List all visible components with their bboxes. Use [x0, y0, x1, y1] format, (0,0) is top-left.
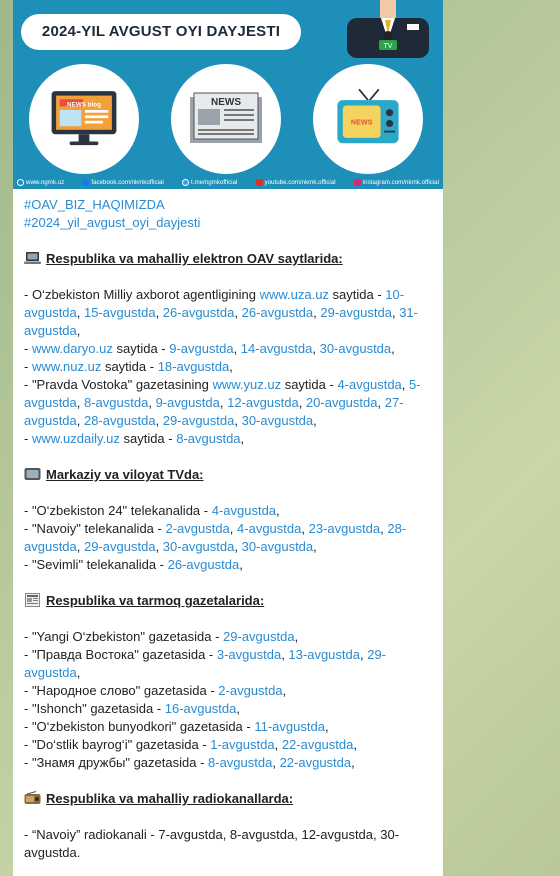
section-header: [24, 592, 436, 610]
text-segment: ,: [391, 341, 395, 356]
link[interactable]: 2-avgustda: [218, 683, 283, 698]
text-segment: ,: [229, 359, 233, 374]
link[interactable]: 22-avgustda: [279, 755, 352, 770]
text-segment: ,: [229, 521, 238, 536]
text-segment: - "Do‘stlik bayrog‘i" gazetasida -: [24, 737, 211, 752]
text-segment: - "Pravda Vostoka" gazetasining: [24, 377, 213, 392]
text-segment: ,: [351, 755, 355, 770]
list-item: [24, 502, 436, 520]
text-segment: ,: [312, 341, 320, 356]
tv-presenter-illustration: [339, 0, 437, 58]
link[interactable]: 8-avgustda: [208, 755, 273, 770]
tv-circle: [313, 64, 423, 174]
blog-label: NEWS blog: [67, 101, 101, 109]
list-item: [24, 646, 436, 682]
link[interactable]: 8-avgustda: [84, 395, 149, 410]
link[interactable]: 9-avgustda: [169, 341, 234, 356]
text-segment: ,: [239, 557, 243, 572]
tv-label: NEWS: [350, 117, 373, 127]
link[interactable]: 18-avgustda: [157, 359, 230, 374]
text-segment: ,: [359, 647, 368, 662]
text-segment: saytida -: [119, 431, 177, 446]
text-segment: - "Sevimli" telekanalida -: [24, 557, 168, 572]
sections-container: [24, 232, 436, 862]
link[interactable]: 5-avgustda: [24, 377, 421, 410]
link[interactable]: 29-avgustda: [223, 629, 295, 644]
message-bubble: [13, 0, 443, 876]
text-segment: - “Navoiy” radiokanali - 7-avgustda, 8-avgustda, 12-avgustda, 30-avgustda.: [24, 827, 400, 860]
list-item: [24, 430, 436, 448]
link[interactable]: 30-avgustda: [241, 413, 314, 428]
spacer: [24, 268, 436, 286]
text-segment: ,: [353, 737, 357, 752]
link[interactable]: 29-avgustda: [320, 305, 392, 320]
text-segment: saytida -: [112, 341, 170, 356]
link[interactable]: www.uza.uz: [259, 287, 329, 302]
link-youtube: youtube.com/nkmk.official: [256, 179, 336, 186]
list-item: [24, 520, 436, 556]
youtube-icon: [256, 179, 263, 186]
facebook-icon: [82, 179, 89, 186]
link[interactable]: 13-avgustda: [288, 647, 360, 662]
link[interactable]: 3-avgustda: [216, 647, 282, 662]
text-segment: ,: [272, 755, 280, 770]
text-segment: -: [24, 431, 32, 446]
link-telegram: t.me/ngmkofficial: [182, 179, 237, 186]
link[interactable]: 28-avgustda: [84, 413, 156, 428]
text-segment: ,: [155, 305, 163, 320]
link[interactable]: 11-avgustda: [254, 719, 325, 734]
link[interactable]: 28-avgustda: [24, 521, 407, 554]
text-segment: ,: [148, 395, 156, 410]
spacer: [24, 772, 436, 790]
tv-icon: [24, 467, 41, 481]
text-segment: saytida -: [101, 359, 158, 374]
link[interactable]: 27-avgustda: [24, 395, 404, 428]
link[interactable]: 30-avgustda: [319, 341, 392, 356]
list-item: [24, 736, 436, 754]
newspaper-circle: [171, 64, 281, 174]
link[interactable]: www.nuz.uz: [31, 359, 102, 374]
text-segment: ,: [240, 431, 245, 446]
link[interactable]: 10-avgustda: [24, 287, 405, 320]
text-segment: ,: [76, 665, 81, 680]
link-instagram: instagram.com/nkmk.official: [354, 179, 439, 186]
text-segment: ,: [313, 305, 321, 320]
newspaper-icon: [24, 593, 41, 607]
link[interactable]: 26-avgustda: [167, 557, 240, 572]
link[interactable]: 29-avgustda: [24, 647, 387, 680]
retro-tv-icon: [332, 87, 404, 151]
link[interactable]: 4-avgustda: [237, 521, 302, 536]
link[interactable]: 4-avgustda: [211, 503, 277, 518]
text-segment: ,: [276, 503, 280, 518]
text-segment: ,: [294, 629, 299, 644]
text-segment: ,: [234, 539, 242, 554]
text-segment: ,: [380, 521, 388, 536]
text-segment: ,: [76, 539, 84, 554]
news-label: NEWS: [211, 97, 241, 108]
link[interactable]: 23-avgustda: [308, 521, 381, 536]
text-segment: ,: [76, 305, 84, 320]
text-segment: - O‘zbekiston Milliy axborot agentligining: [24, 287, 260, 302]
text-segment: ,: [76, 395, 84, 410]
text-segment: -: [24, 341, 32, 356]
list-item: [24, 826, 436, 862]
blog-circle: [29, 64, 139, 174]
text-segment: -: [24, 359, 32, 374]
link[interactable]: 29-avgustda: [84, 539, 156, 554]
list-item: [24, 286, 436, 340]
radio-icon: [24, 791, 41, 805]
text-segment: ,: [233, 341, 241, 356]
section-header-text: Respublika va tarmoq gazetalarida:: [46, 593, 265, 608]
instagram-icon: [354, 179, 361, 186]
text-segment: ,: [282, 683, 287, 698]
text-segment: - "Navoiy" telekanalida -: [24, 521, 166, 536]
section-header: [24, 466, 436, 484]
link-facebook: facebook.com/nkmkofficial: [82, 179, 163, 186]
spacer: [24, 808, 436, 826]
mic-label: TV: [383, 43, 393, 50]
hashtag[interactable]: #2024_yil_avgust_oyi_dayjesti: [24, 215, 201, 230]
link[interactable]: 20-avgustda: [305, 395, 378, 410]
link[interactable]: 16-avgustda: [164, 701, 237, 716]
link[interactable]: 9-avgustda: [155, 395, 220, 410]
text-segment: - "Правда Востока" gazetasida -: [24, 647, 217, 662]
link[interactable]: 30-avgustda: [162, 539, 235, 554]
text-segment: ,: [234, 413, 242, 428]
text-segment: saytida -: [328, 287, 386, 302]
list-item: [24, 682, 436, 700]
text-segment: ,: [76, 413, 84, 428]
text-segment: ,: [401, 377, 410, 392]
link[interactable]: www.uzdaily.uz: [31, 431, 120, 446]
link[interactable]: 2-avgustda: [165, 521, 230, 536]
banner-title: 2024-YIL AVGUST OYI DAYJESTI: [21, 14, 301, 50]
text-segment: ,: [298, 395, 306, 410]
digest-banner-image[interactable]: [13, 0, 443, 189]
section-header-text: Respublika va mahalliy elektron OAV saytlarida:: [46, 251, 343, 266]
list-item: [24, 628, 436, 646]
spacer: [24, 448, 436, 466]
list-item: [24, 556, 436, 574]
link[interactable]: 22-avgustda: [281, 737, 354, 752]
section-header-text: Markaziy va viloyat TVda:: [46, 467, 204, 482]
text-segment: ,: [301, 521, 309, 536]
list-item: [24, 376, 436, 430]
list-item: [24, 358, 436, 376]
spacer: [24, 574, 436, 592]
message-text: [24, 196, 436, 862]
text-segment: ,: [76, 323, 81, 338]
text-segment: - "Yangi O‘zbekiston" gazetasida -: [24, 629, 224, 644]
text-segment: - "O‘zbekiston 24" telekanalida -: [24, 503, 212, 518]
text-segment: ,: [377, 395, 385, 410]
text-segment: ,: [313, 539, 317, 554]
text-segment: - "Народное слово" gazetasida -: [24, 683, 219, 698]
link[interactable]: 14-avgustda: [240, 341, 313, 356]
laptop-icon: [24, 251, 41, 265]
text-segment: - "Ishonch" gazetasida -: [24, 701, 165, 716]
text-segment: ,: [313, 413, 317, 428]
newspaper-illustration-icon: [186, 89, 266, 149]
link[interactable]: 1-avgustda: [210, 737, 275, 752]
link[interactable]: 26-avgustda: [162, 305, 235, 320]
section-header: [24, 790, 436, 808]
section-header-text: Respublika va mahalliy radiokanallarda:: [46, 791, 294, 806]
link[interactable]: 15-avgustda: [84, 305, 156, 320]
text-segment: ,: [234, 305, 242, 320]
section-header: [24, 250, 436, 268]
banner-social-links: [17, 177, 439, 187]
text-segment: ,: [274, 737, 282, 752]
globe-icon: [17, 179, 24, 186]
list-item: [24, 718, 436, 736]
list-item: [24, 340, 436, 358]
link[interactable]: www.daryo.uz: [31, 341, 113, 356]
text-segment: - "O‘zbekiston bunyodkori" gazetasida -: [24, 719, 255, 734]
link[interactable]: 31-avgustda: [24, 305, 418, 338]
link[interactable]: 8-avgustda: [176, 431, 241, 446]
list-item: [24, 700, 436, 718]
link[interactable]: 12-avgustda: [227, 395, 299, 410]
list-item: [24, 754, 436, 772]
text-segment: ,: [391, 305, 400, 320]
spacer: [24, 610, 436, 628]
text-segment: ,: [281, 647, 289, 662]
text-segment: ,: [155, 539, 163, 554]
link[interactable]: 29-avgustda: [162, 413, 235, 428]
text-segment: ,: [155, 413, 163, 428]
link-website: www.ngmk.uz: [17, 179, 64, 186]
link[interactable]: 26-avgustda: [241, 305, 314, 320]
computer-blog-icon: [48, 87, 120, 151]
text-segment: ,: [219, 395, 228, 410]
link[interactable]: 30-avgustda: [241, 539, 314, 554]
spacer: [24, 232, 436, 250]
link[interactable]: www.yuz.uz: [212, 377, 282, 392]
hashtag[interactable]: #OAV_BIZ_HAQIMIZDA: [24, 197, 165, 212]
text-segment: ,: [236, 701, 240, 716]
spacer: [24, 484, 436, 502]
text-segment: saytida -: [281, 377, 338, 392]
text-segment: ,: [324, 719, 329, 734]
text-segment: - "Знамя дружбы" gazetasida -: [24, 755, 209, 770]
telegram-icon: [182, 179, 189, 186]
link[interactable]: 4-avgustda: [337, 377, 402, 392]
